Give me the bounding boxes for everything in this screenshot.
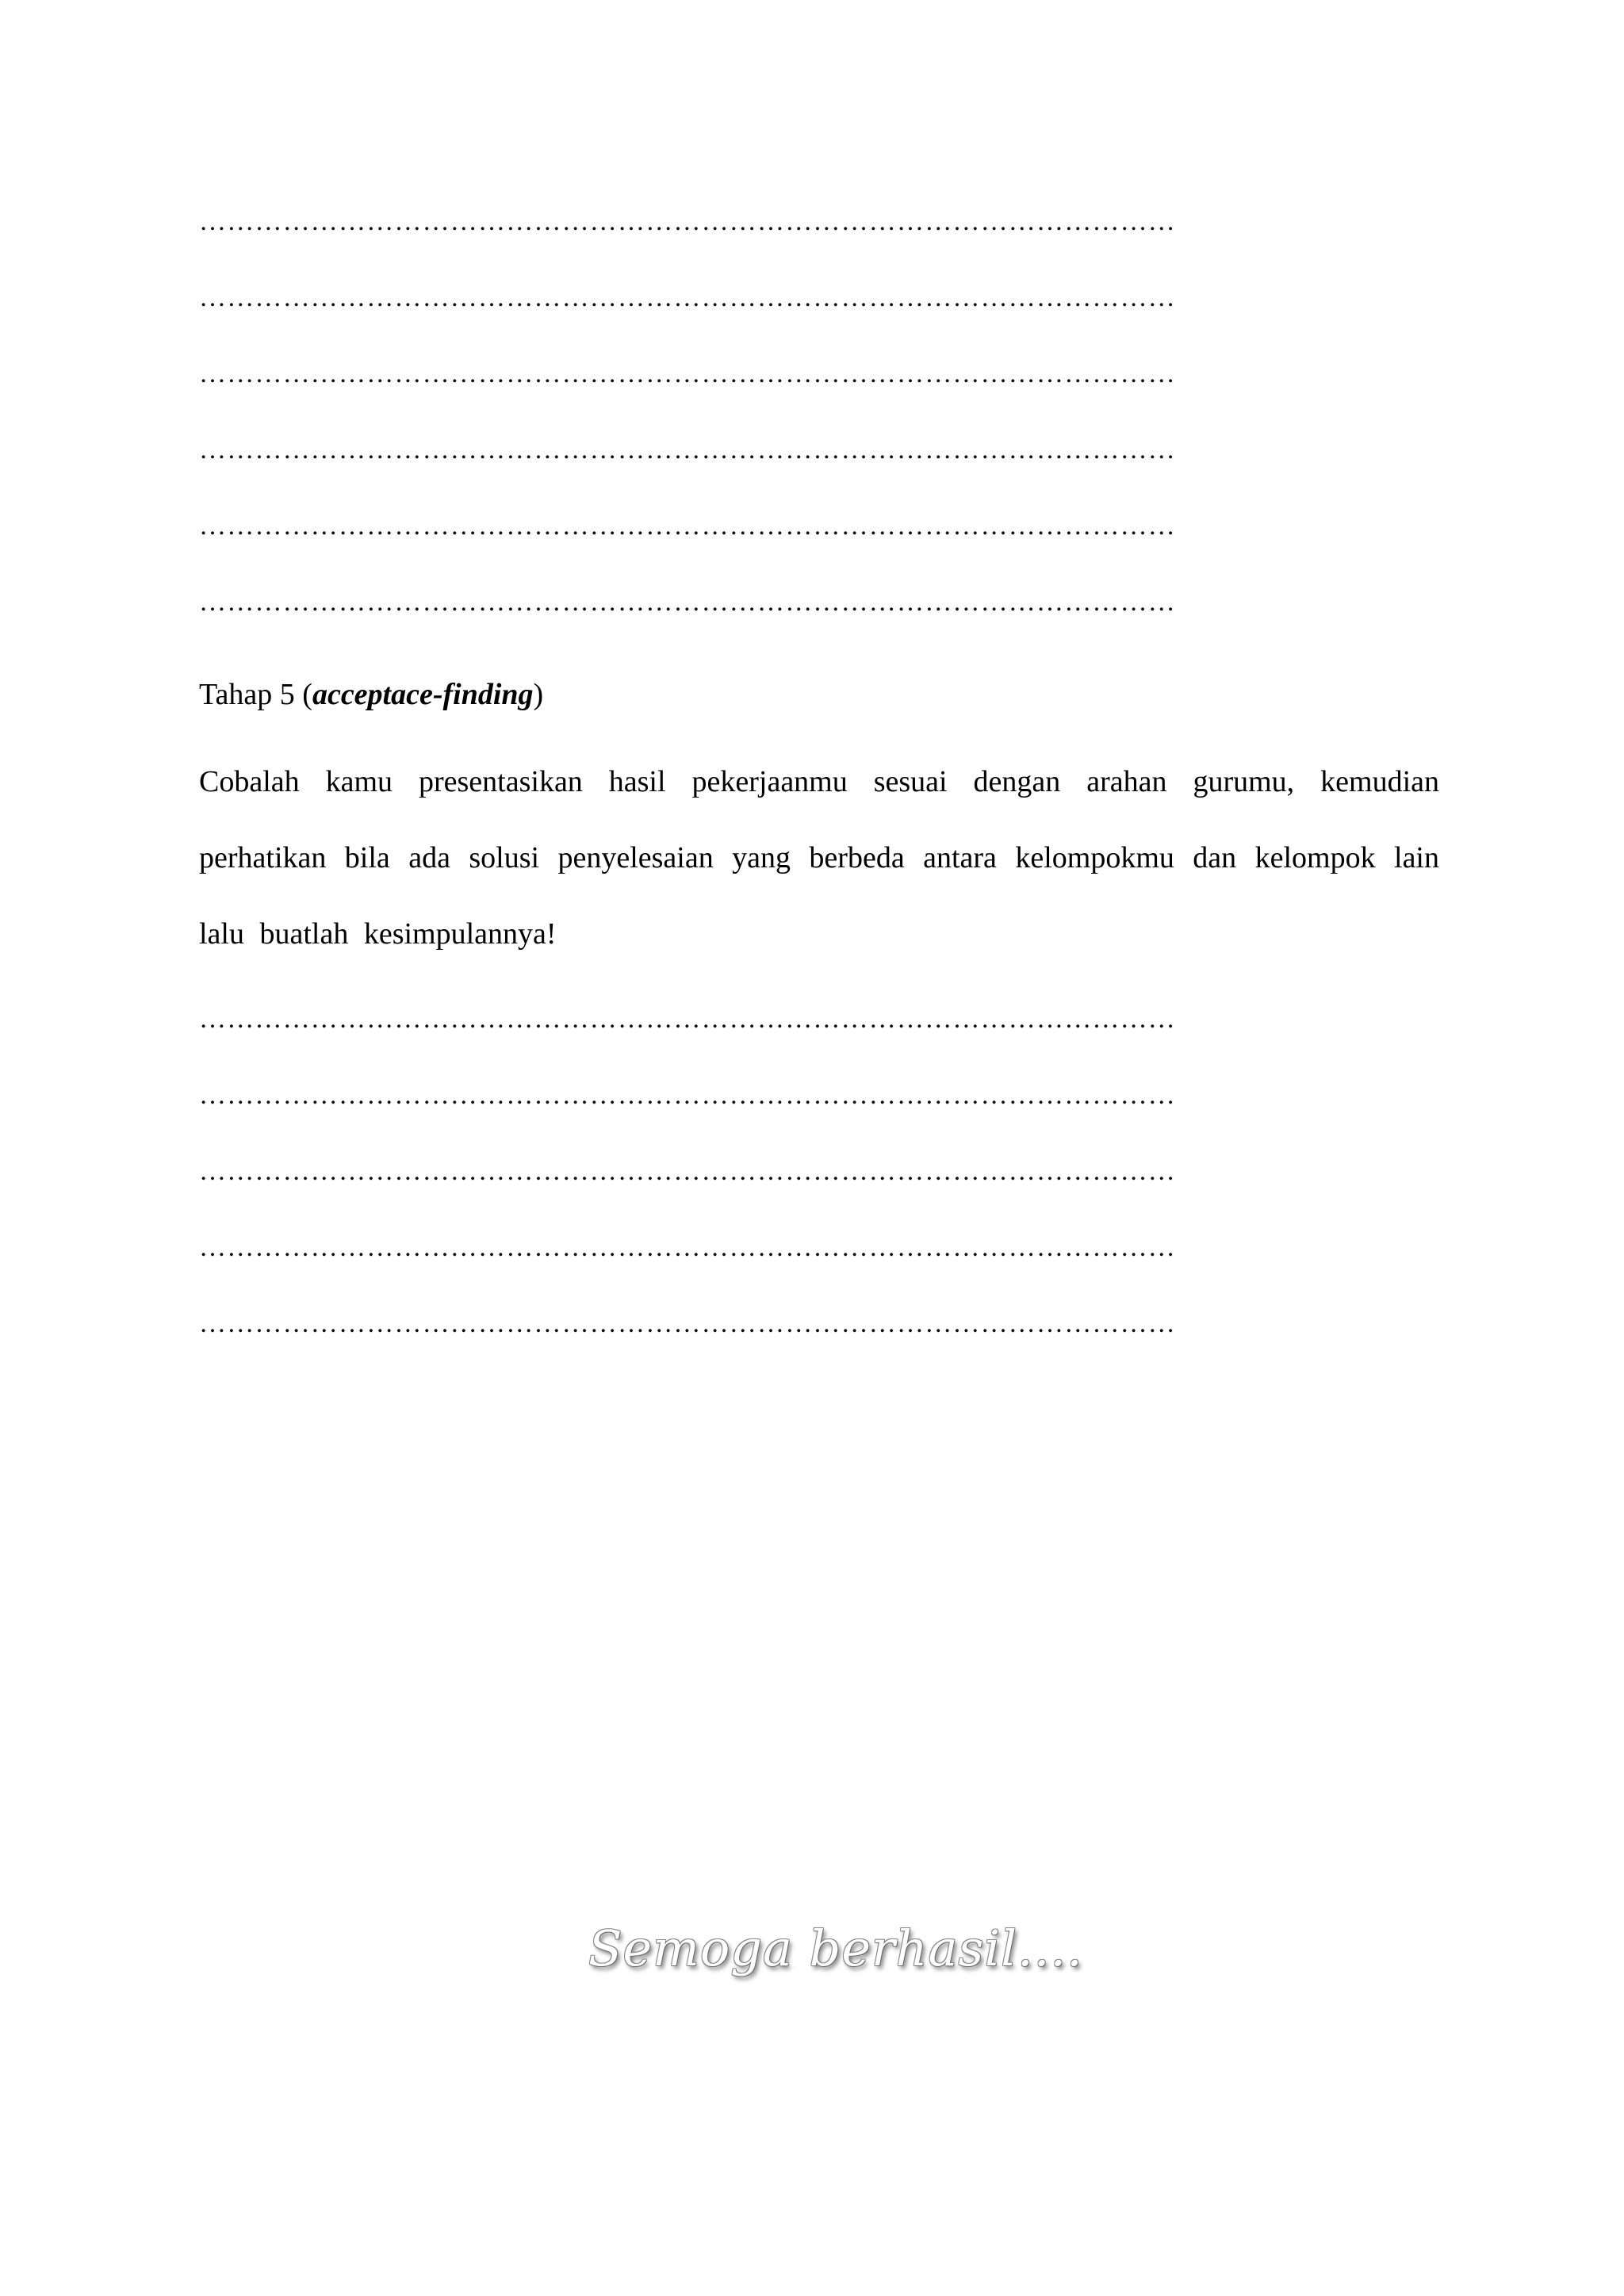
instruction-paragraph (199, 744, 1439, 972)
instruction-line: lalu buatlah kesimpulannya! (199, 917, 557, 951)
closing-message: Semoga berhasil.... (588, 1919, 1083, 1977)
answer-line: …………………………………………………………………………………………… (199, 1004, 1176, 1034)
answer-line: …………………………………………………………………………………………… (199, 511, 1176, 541)
answer-line: …………………………………………………………………………………………… (199, 587, 1176, 617)
answer-line: …………………………………………………………………………………………… (199, 1081, 1176, 1110)
answer-line: …………………………………………………………………………………………… (199, 435, 1176, 465)
instruction-line: Cobalah kamu presentasikan hasil pekerjaanmu sesuai dengan arahan gurumu, kemudian (199, 765, 1439, 798)
instruction-line: perhatikan bila ada solusi penyelesaian yang berbeda antara kelompokmu dan kelompok lain (199, 841, 1439, 874)
stage-heading (199, 672, 543, 717)
answer-line: …………………………………………………………………………………………… (199, 1157, 1176, 1186)
answer-line: …………………………………………………………………………………………… (199, 207, 1176, 236)
answer-line: …………………………………………………………………………………………… (199, 359, 1176, 388)
stage-heading-term: acceptace-finding (312, 678, 534, 711)
answer-line: …………………………………………………………………………………………… (199, 1309, 1176, 1338)
stage-heading-suffix: ) (533, 678, 544, 711)
answer-lines-top (199, 184, 1439, 641)
answer-line: …………………………………………………………………………………………… (199, 283, 1176, 312)
answer-lines-bottom (199, 982, 1439, 1362)
answer-line: …………………………………………………………………………………………… (199, 1233, 1176, 1262)
stage-heading-prefix: Tahap 5 ( (199, 678, 312, 711)
